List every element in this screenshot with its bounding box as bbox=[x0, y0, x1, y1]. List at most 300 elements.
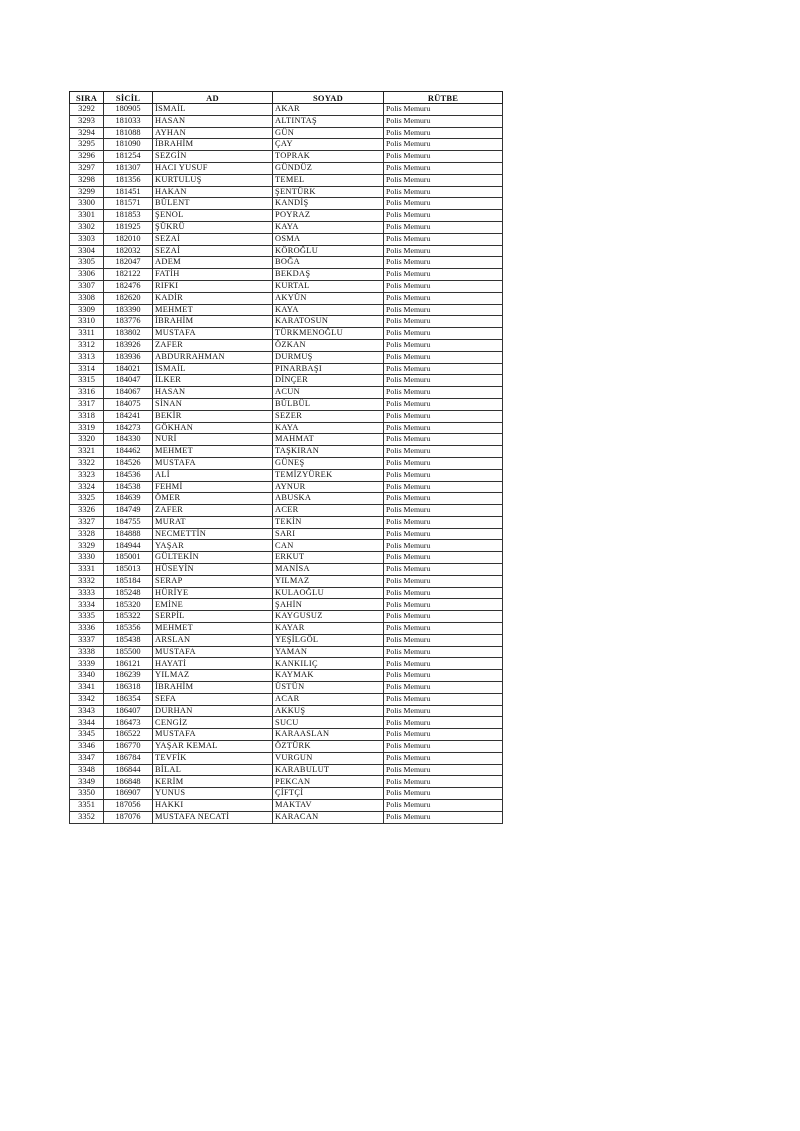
cell-sira: 3304 bbox=[70, 245, 104, 257]
cell-sira: 3326 bbox=[70, 505, 104, 517]
table-row bbox=[70, 788, 503, 800]
cell-ad: ABDURRAHMAN bbox=[153, 351, 273, 363]
cell-ad: KERİM bbox=[153, 776, 273, 788]
cell-soyad: DURMUŞ bbox=[273, 351, 384, 363]
cell-rutbe: Polis Memuru bbox=[384, 257, 503, 269]
table-row bbox=[70, 564, 503, 576]
table-row bbox=[70, 257, 503, 269]
cell-rutbe: Polis Memuru bbox=[384, 245, 503, 257]
cell-soyad: ŞENTÜRK bbox=[273, 186, 384, 198]
cell-sicil: 184538 bbox=[104, 481, 153, 493]
table-row bbox=[70, 670, 503, 682]
cell-sicil: 181356 bbox=[104, 174, 153, 186]
cell-soyad: TEMEL bbox=[273, 174, 384, 186]
cell-rutbe: Polis Memuru bbox=[384, 139, 503, 151]
cell-ad: KADİR bbox=[153, 292, 273, 304]
cell-sicil: 184749 bbox=[104, 505, 153, 517]
cell-sicil: 185320 bbox=[104, 599, 153, 611]
table-row bbox=[70, 280, 503, 292]
cell-sira: 3308 bbox=[70, 292, 104, 304]
cell-sicil: 181571 bbox=[104, 198, 153, 210]
cell-soyad: KÖROĞLU bbox=[273, 245, 384, 257]
cell-sicil: 181033 bbox=[104, 115, 153, 127]
table-row bbox=[70, 611, 503, 623]
cell-sira: 3335 bbox=[70, 611, 104, 623]
cell-soyad: PINARBAŞI bbox=[273, 363, 384, 375]
cell-sira: 3348 bbox=[70, 764, 104, 776]
cell-sira: 3338 bbox=[70, 646, 104, 658]
cell-sira: 3323 bbox=[70, 469, 104, 481]
cell-sira: 3300 bbox=[70, 198, 104, 210]
cell-ad: MUSTAFA bbox=[153, 729, 273, 741]
cell-sira: 3334 bbox=[70, 599, 104, 611]
cell-rutbe: Polis Memuru bbox=[384, 564, 503, 576]
table-row bbox=[70, 729, 503, 741]
table-row bbox=[70, 575, 503, 587]
cell-soyad: KULAOĞLU bbox=[273, 587, 384, 599]
cell-rutbe: Polis Memuru bbox=[384, 115, 503, 127]
cell-sicil: 183802 bbox=[104, 328, 153, 340]
cell-ad: MUSTAFA NECATİ bbox=[153, 811, 273, 823]
cell-sira: 3318 bbox=[70, 410, 104, 422]
cell-soyad: AKYÜN bbox=[273, 292, 384, 304]
cell-ad: MURAT bbox=[153, 516, 273, 528]
cell-rutbe: Polis Memuru bbox=[384, 481, 503, 493]
cell-rutbe: Polis Memuru bbox=[384, 682, 503, 694]
cell-rutbe: Polis Memuru bbox=[384, 658, 503, 670]
cell-sicil: 185322 bbox=[104, 611, 153, 623]
cell-rutbe: Polis Memuru bbox=[384, 800, 503, 812]
cell-sira: 3349 bbox=[70, 776, 104, 788]
cell-sicil: 182032 bbox=[104, 245, 153, 257]
cell-soyad: ACUN bbox=[273, 387, 384, 399]
cell-ad: NURİ bbox=[153, 434, 273, 446]
cell-sira: 3302 bbox=[70, 221, 104, 233]
cell-sicil: 184075 bbox=[104, 398, 153, 410]
cell-sira: 3344 bbox=[70, 717, 104, 729]
cell-sicil: 184526 bbox=[104, 457, 153, 469]
cell-soyad: AKAR bbox=[273, 104, 384, 116]
cell-ad: SEFA bbox=[153, 693, 273, 705]
cell-sicil: 185184 bbox=[104, 575, 153, 587]
table-row bbox=[70, 446, 503, 458]
cell-soyad: ŞAHİN bbox=[273, 599, 384, 611]
cell-rutbe: Polis Memuru bbox=[384, 587, 503, 599]
cell-soyad: KARABULUT bbox=[273, 764, 384, 776]
cell-sira: 3298 bbox=[70, 174, 104, 186]
header-sira: SIRA bbox=[70, 92, 104, 104]
cell-ad: BEKİR bbox=[153, 410, 273, 422]
cell-soyad: ABUSKA bbox=[273, 493, 384, 505]
table-row bbox=[70, 328, 503, 340]
cell-soyad: KAYAR bbox=[273, 623, 384, 635]
table-row bbox=[70, 339, 503, 351]
cell-soyad: CAN bbox=[273, 540, 384, 552]
cell-ad: ALİ bbox=[153, 469, 273, 481]
cell-rutbe: Polis Memuru bbox=[384, 599, 503, 611]
cell-sira: 3343 bbox=[70, 705, 104, 717]
cell-sicil: 181925 bbox=[104, 221, 153, 233]
cell-ad: SEZAİ bbox=[153, 245, 273, 257]
cell-sira: 3321 bbox=[70, 446, 104, 458]
table-row bbox=[70, 540, 503, 552]
cell-ad: İBRAHİM bbox=[153, 682, 273, 694]
cell-rutbe: Polis Memuru bbox=[384, 811, 503, 823]
table-row bbox=[70, 705, 503, 717]
header-ad: AD bbox=[153, 92, 273, 104]
cell-sicil: 184755 bbox=[104, 516, 153, 528]
cell-ad: DURHAN bbox=[153, 705, 273, 717]
table-row bbox=[70, 245, 503, 257]
cell-sira: 3322 bbox=[70, 457, 104, 469]
cell-sicil: 186318 bbox=[104, 682, 153, 694]
cell-rutbe: Polis Memuru bbox=[384, 316, 503, 328]
cell-rutbe: Polis Memuru bbox=[384, 363, 503, 375]
cell-ad: EMİNE bbox=[153, 599, 273, 611]
cell-sira: 3317 bbox=[70, 398, 104, 410]
cell-sira: 3328 bbox=[70, 528, 104, 540]
personnel-table bbox=[69, 91, 503, 824]
cell-ad: SEZAİ bbox=[153, 233, 273, 245]
cell-rutbe: Polis Memuru bbox=[384, 375, 503, 387]
cell-ad: HAYATİ bbox=[153, 658, 273, 670]
cell-sicil: 183926 bbox=[104, 339, 153, 351]
cell-soyad: KANKILIÇ bbox=[273, 658, 384, 670]
table-row bbox=[70, 363, 503, 375]
cell-soyad: KAYA bbox=[273, 304, 384, 316]
table-row bbox=[70, 351, 503, 363]
cell-rutbe: Polis Memuru bbox=[384, 280, 503, 292]
table-row bbox=[70, 800, 503, 812]
cell-sicil: 186407 bbox=[104, 705, 153, 717]
cell-rutbe: Polis Memuru bbox=[384, 646, 503, 658]
table-row bbox=[70, 233, 503, 245]
cell-soyad: ACER bbox=[273, 505, 384, 517]
cell-rutbe: Polis Memuru bbox=[384, 493, 503, 505]
table-row bbox=[70, 481, 503, 493]
cell-sicil: 185500 bbox=[104, 646, 153, 658]
cell-rutbe: Polis Memuru bbox=[384, 292, 503, 304]
cell-sira: 3296 bbox=[70, 151, 104, 163]
cell-rutbe: Polis Memuru bbox=[384, 434, 503, 446]
cell-sicil: 187076 bbox=[104, 811, 153, 823]
cell-sira: 3347 bbox=[70, 752, 104, 764]
cell-soyad: TEKİN bbox=[273, 516, 384, 528]
cell-sicil: 186121 bbox=[104, 658, 153, 670]
cell-soyad: MAKTAV bbox=[273, 800, 384, 812]
cell-ad: GÜLTEKİN bbox=[153, 552, 273, 564]
cell-rutbe: Polis Memuru bbox=[384, 162, 503, 174]
cell-soyad: ACAR bbox=[273, 693, 384, 705]
table-row bbox=[70, 552, 503, 564]
cell-soyad: POYRAZ bbox=[273, 210, 384, 222]
cell-sicil: 186239 bbox=[104, 670, 153, 682]
cell-sicil: 184047 bbox=[104, 375, 153, 387]
cell-ad: HASAN bbox=[153, 387, 273, 399]
cell-ad: HAKKI bbox=[153, 800, 273, 812]
table-row bbox=[70, 186, 503, 198]
cell-soyad: ÜSTÜN bbox=[273, 682, 384, 694]
cell-ad: ZAFER bbox=[153, 339, 273, 351]
table-row bbox=[70, 752, 503, 764]
table-row bbox=[70, 741, 503, 753]
header-soyad: SOYAD bbox=[273, 92, 384, 104]
cell-rutbe: Polis Memuru bbox=[384, 398, 503, 410]
cell-sira: 3333 bbox=[70, 587, 104, 599]
table-row bbox=[70, 139, 503, 151]
cell-rutbe: Polis Memuru bbox=[384, 552, 503, 564]
cell-soyad: KURTAL bbox=[273, 280, 384, 292]
cell-rutbe: Polis Memuru bbox=[384, 717, 503, 729]
cell-rutbe: Polis Memuru bbox=[384, 410, 503, 422]
cell-sira: 3351 bbox=[70, 800, 104, 812]
cell-sira: 3309 bbox=[70, 304, 104, 316]
cell-rutbe: Polis Memuru bbox=[384, 741, 503, 753]
cell-soyad: OSMA bbox=[273, 233, 384, 245]
cell-rutbe: Polis Memuru bbox=[384, 528, 503, 540]
table-body bbox=[70, 104, 503, 824]
cell-ad: MEHMET bbox=[153, 304, 273, 316]
cell-ad: ŞENOL bbox=[153, 210, 273, 222]
table-row bbox=[70, 398, 503, 410]
cell-ad: SEZGİN bbox=[153, 151, 273, 163]
cell-sicil: 186770 bbox=[104, 741, 153, 753]
cell-rutbe: Polis Memuru bbox=[384, 104, 503, 116]
cell-soyad: ÖZKAN bbox=[273, 339, 384, 351]
cell-rutbe: Polis Memuru bbox=[384, 634, 503, 646]
cell-rutbe: Polis Memuru bbox=[384, 693, 503, 705]
cell-ad: YAŞAR KEMAL bbox=[153, 741, 273, 753]
cell-sicil: 182620 bbox=[104, 292, 153, 304]
personnel-list-sheet bbox=[69, 91, 503, 824]
cell-soyad: ÇİFTÇİ bbox=[273, 788, 384, 800]
cell-ad: MUSTAFA bbox=[153, 457, 273, 469]
cell-ad: MUSTAFA bbox=[153, 328, 273, 340]
cell-sira: 3305 bbox=[70, 257, 104, 269]
cell-rutbe: Polis Memuru bbox=[384, 469, 503, 481]
cell-sira: 3325 bbox=[70, 493, 104, 505]
cell-rutbe: Polis Memuru bbox=[384, 611, 503, 623]
cell-sicil: 181307 bbox=[104, 162, 153, 174]
cell-ad: GÖKHAN bbox=[153, 422, 273, 434]
header-rutbe: RÜTBE bbox=[384, 92, 503, 104]
cell-soyad: GÜN bbox=[273, 127, 384, 139]
cell-soyad: VURGUN bbox=[273, 752, 384, 764]
table-row bbox=[70, 115, 503, 127]
table-row bbox=[70, 493, 503, 505]
cell-sira: 3331 bbox=[70, 564, 104, 576]
cell-sira: 3327 bbox=[70, 516, 104, 528]
cell-ad: NECMETTİN bbox=[153, 528, 273, 540]
cell-rutbe: Polis Memuru bbox=[384, 422, 503, 434]
cell-ad: ZAFER bbox=[153, 505, 273, 517]
table-row bbox=[70, 198, 503, 210]
cell-sira: 3306 bbox=[70, 269, 104, 281]
table-row bbox=[70, 646, 503, 658]
table-row bbox=[70, 505, 503, 517]
cell-sicil: 182476 bbox=[104, 280, 153, 292]
cell-sira: 3303 bbox=[70, 233, 104, 245]
cell-ad: HÜSEYİN bbox=[153, 564, 273, 576]
cell-soyad: GÜNEŞ bbox=[273, 457, 384, 469]
cell-sira: 3330 bbox=[70, 552, 104, 564]
cell-rutbe: Polis Memuru bbox=[384, 705, 503, 717]
cell-rutbe: Polis Memuru bbox=[384, 387, 503, 399]
table-row bbox=[70, 410, 503, 422]
cell-rutbe: Polis Memuru bbox=[384, 127, 503, 139]
table-row bbox=[70, 422, 503, 434]
cell-ad: TEVFİK bbox=[153, 752, 273, 764]
cell-sicil: 184888 bbox=[104, 528, 153, 540]
cell-sicil: 184639 bbox=[104, 493, 153, 505]
cell-rutbe: Polis Memuru bbox=[384, 198, 503, 210]
cell-sira: 3324 bbox=[70, 481, 104, 493]
cell-sira: 3301 bbox=[70, 210, 104, 222]
table-row bbox=[70, 717, 503, 729]
cell-soyad: PEKCAN bbox=[273, 776, 384, 788]
cell-soyad: YEŞİLGÖL bbox=[273, 634, 384, 646]
table-row bbox=[70, 387, 503, 399]
cell-ad: BÜLENT bbox=[153, 198, 273, 210]
cell-sicil: 184067 bbox=[104, 387, 153, 399]
cell-soyad: BOĞA bbox=[273, 257, 384, 269]
table-row bbox=[70, 634, 503, 646]
cell-sira: 3346 bbox=[70, 741, 104, 753]
cell-ad: SİNAN bbox=[153, 398, 273, 410]
cell-sira: 3295 bbox=[70, 139, 104, 151]
cell-sicil: 184241 bbox=[104, 410, 153, 422]
table-row bbox=[70, 174, 503, 186]
cell-rutbe: Polis Memuru bbox=[384, 174, 503, 186]
cell-sicil: 181853 bbox=[104, 210, 153, 222]
cell-soyad: BÜLBÜL bbox=[273, 398, 384, 410]
cell-soyad: KAYA bbox=[273, 422, 384, 434]
cell-rutbe: Polis Memuru bbox=[384, 670, 503, 682]
cell-ad: SERPİL bbox=[153, 611, 273, 623]
cell-sicil: 185013 bbox=[104, 564, 153, 576]
cell-soyad: KARATOSUN bbox=[273, 316, 384, 328]
cell-ad: İBRAHİM bbox=[153, 139, 273, 151]
cell-rutbe: Polis Memuru bbox=[384, 221, 503, 233]
cell-sira: 3342 bbox=[70, 693, 104, 705]
table-row bbox=[70, 682, 503, 694]
cell-sicil: 184330 bbox=[104, 434, 153, 446]
table-row bbox=[70, 528, 503, 540]
cell-sicil: 186473 bbox=[104, 717, 153, 729]
cell-soyad: YAMAN bbox=[273, 646, 384, 658]
cell-sicil: 183776 bbox=[104, 316, 153, 328]
cell-rutbe: Polis Memuru bbox=[384, 729, 503, 741]
cell-sira: 3340 bbox=[70, 670, 104, 682]
cell-sicil: 184462 bbox=[104, 446, 153, 458]
cell-sira: 3316 bbox=[70, 387, 104, 399]
cell-rutbe: Polis Memuru bbox=[384, 328, 503, 340]
cell-sira: 3312 bbox=[70, 339, 104, 351]
cell-rutbe: Polis Memuru bbox=[384, 540, 503, 552]
cell-soyad: TAŞKIRAN bbox=[273, 446, 384, 458]
cell-ad: CENGİZ bbox=[153, 717, 273, 729]
cell-ad: FATİH bbox=[153, 269, 273, 281]
cell-soyad: GÜNDÜZ bbox=[273, 162, 384, 174]
table-row bbox=[70, 469, 503, 481]
cell-sicil: 184944 bbox=[104, 540, 153, 552]
table-row bbox=[70, 221, 503, 233]
table-row bbox=[70, 811, 503, 823]
cell-soyad: TÜRKMENOĞLU bbox=[273, 328, 384, 340]
cell-sicil: 186907 bbox=[104, 788, 153, 800]
cell-sicil: 181090 bbox=[104, 139, 153, 151]
cell-sicil: 184021 bbox=[104, 363, 153, 375]
cell-ad: ŞÜKRÜ bbox=[153, 221, 273, 233]
cell-ad: ÖMER bbox=[153, 493, 273, 505]
cell-soyad: KARACAN bbox=[273, 811, 384, 823]
cell-rutbe: Polis Memuru bbox=[384, 516, 503, 528]
cell-sira: 3320 bbox=[70, 434, 104, 446]
cell-sira: 3345 bbox=[70, 729, 104, 741]
cell-rutbe: Polis Memuru bbox=[384, 752, 503, 764]
cell-rutbe: Polis Memuru bbox=[384, 776, 503, 788]
cell-sicil: 185248 bbox=[104, 587, 153, 599]
cell-sira: 3332 bbox=[70, 575, 104, 587]
table-row bbox=[70, 151, 503, 163]
cell-ad: HÜRİYE bbox=[153, 587, 273, 599]
cell-rutbe: Polis Memuru bbox=[384, 446, 503, 458]
cell-sira: 3336 bbox=[70, 623, 104, 635]
cell-sicil: 185356 bbox=[104, 623, 153, 635]
cell-soyad: KAYA bbox=[273, 221, 384, 233]
cell-sira: 3293 bbox=[70, 115, 104, 127]
cell-sira: 3329 bbox=[70, 540, 104, 552]
cell-soyad: DİNÇER bbox=[273, 375, 384, 387]
cell-rutbe: Polis Memuru bbox=[384, 151, 503, 163]
cell-sira: 3310 bbox=[70, 316, 104, 328]
table-row bbox=[70, 764, 503, 776]
cell-ad: MEHMET bbox=[153, 623, 273, 635]
cell-ad: YUNUS bbox=[153, 788, 273, 800]
table-row bbox=[70, 375, 503, 387]
cell-sira: 3319 bbox=[70, 422, 104, 434]
cell-rutbe: Polis Memuru bbox=[384, 788, 503, 800]
table-row bbox=[70, 162, 503, 174]
cell-rutbe: Polis Memuru bbox=[384, 186, 503, 198]
cell-rutbe: Polis Memuru bbox=[384, 351, 503, 363]
cell-soyad: KARAASLAN bbox=[273, 729, 384, 741]
cell-sicil: 186522 bbox=[104, 729, 153, 741]
cell-sicil: 181254 bbox=[104, 151, 153, 163]
table-row bbox=[70, 269, 503, 281]
cell-soyad: TOPRAK bbox=[273, 151, 384, 163]
cell-sicil: 186354 bbox=[104, 693, 153, 705]
cell-sira: 3311 bbox=[70, 328, 104, 340]
cell-sira: 3339 bbox=[70, 658, 104, 670]
cell-ad: YAŞAR bbox=[153, 540, 273, 552]
cell-sicil: 183390 bbox=[104, 304, 153, 316]
cell-ad: SERAP bbox=[153, 575, 273, 587]
cell-sicil: 181451 bbox=[104, 186, 153, 198]
cell-sira: 3315 bbox=[70, 375, 104, 387]
cell-soyad: AYNUR bbox=[273, 481, 384, 493]
cell-sicil: 182010 bbox=[104, 233, 153, 245]
cell-sira: 3341 bbox=[70, 682, 104, 694]
cell-soyad: ERKUT bbox=[273, 552, 384, 564]
table-row bbox=[70, 623, 503, 635]
cell-soyad: BEKDAŞ bbox=[273, 269, 384, 281]
cell-ad: AYHAN bbox=[153, 127, 273, 139]
cell-soyad: ALTINTAŞ bbox=[273, 115, 384, 127]
cell-ad: MEHMET bbox=[153, 446, 273, 458]
cell-sicil: 186784 bbox=[104, 752, 153, 764]
cell-soyad: TEMİZYÜREK bbox=[273, 469, 384, 481]
